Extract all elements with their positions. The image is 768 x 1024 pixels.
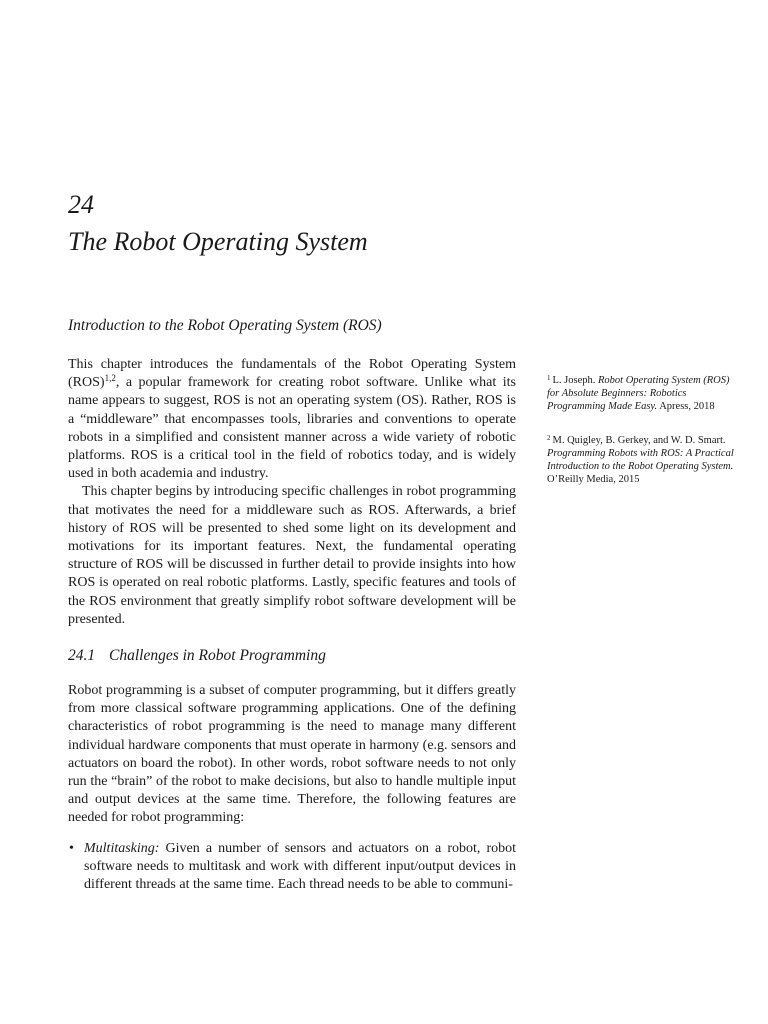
list-item-text: Given a number of sensors and actuators on a robot, robot software needs to multitask and work with different input/output devices in different threads at the same time. Each thread needs to be able to communi- [84, 840, 517, 893]
chapter-number: 24 [68, 190, 94, 219]
intro-paragraph-2: This chapter begins by introducing specific challenges in robot programming that motivates the need for a middleware such as ROS. Afterwards, a brief history of ROS will be presented to shed some light on its development and motivations for its important features. Next, the fundamental operating structure of ROS will be discussed in further detail to provide insights into how ROS is operated on real robotic platforms. Lastly, specific features and tools of the ROS environment that greatly simplify robot software development will be presented. [68, 484, 516, 627]
feature-list [68, 840, 516, 895]
sidenote-publisher: Apress, 2018 [659, 401, 715, 412]
sidenote-1 [547, 372, 737, 413]
section-title: Challenges in Robot Programming [109, 647, 326, 665]
intro-heading: Introduction to the Robot Operating System (ROS) [68, 317, 382, 334]
intro-p1-text-b: , a popular framework for creating robot software. Unlike what its name appears to suggest, ROS is not an operating system (OS). Rather, ROS is a “middleware” that encompasses tools, libraries and conventions to operate robots in a simplified and consistent manner across a wide variety of robotic platforms. ROS is a critical tool in the field of robotics today, and is widely used in both academia and industry. [68, 375, 516, 482]
section-heading [68, 646, 516, 666]
chapter-title: The Robot Operating System [68, 227, 368, 256]
sidenote-author: L. Joseph. [552, 375, 596, 386]
sidenote-title: Programming Robots with ROS: A Practical Introduction to the Robot Operating System. [547, 448, 734, 472]
bullet-icon: • [69, 840, 74, 856]
sidenote-author: M. Quigley, B. Gerkey, and W. D. Smart. [552, 435, 726, 446]
sidenote-2 [547, 432, 737, 486]
sidenote-title: Robot Operating System (ROS) for Absolute Beginners: Robotics Programming Made Easy. [547, 375, 730, 412]
list-item [68, 840, 516, 895]
intro-p1-text-a: This chapter introduces the fundamentals of the Robot Operating System (ROS) [68, 357, 516, 391]
sidenote-mark: 1 [547, 374, 551, 382]
section-paragraph-1: Robot programming is a subset of computer programming, but it differs greatly from more classical software programming applications. One of the defining characteristics of robot programming is the need to manage many different individual hardware components that must operate in harmony (e.g. sensors and actuators on board the robot). In other words, robot software needs to not only run the “brain” of the robot to make decisions, but also to handle multiple input and output devices at the same time. Therefore, the following features are needed for robot programming: [68, 683, 516, 826]
list-item-term: Multitasking: [84, 840, 160, 856]
footnote-ref-1-2: 1,2 [104, 373, 116, 384]
section-number: 24.1 [68, 647, 96, 665]
sidenote-publisher: O’Reilly Media, 2015 [547, 474, 640, 485]
intro-paragraph-1 [68, 356, 516, 483]
main-column [68, 316, 516, 894]
sidenote-mark: 2 [547, 434, 551, 442]
